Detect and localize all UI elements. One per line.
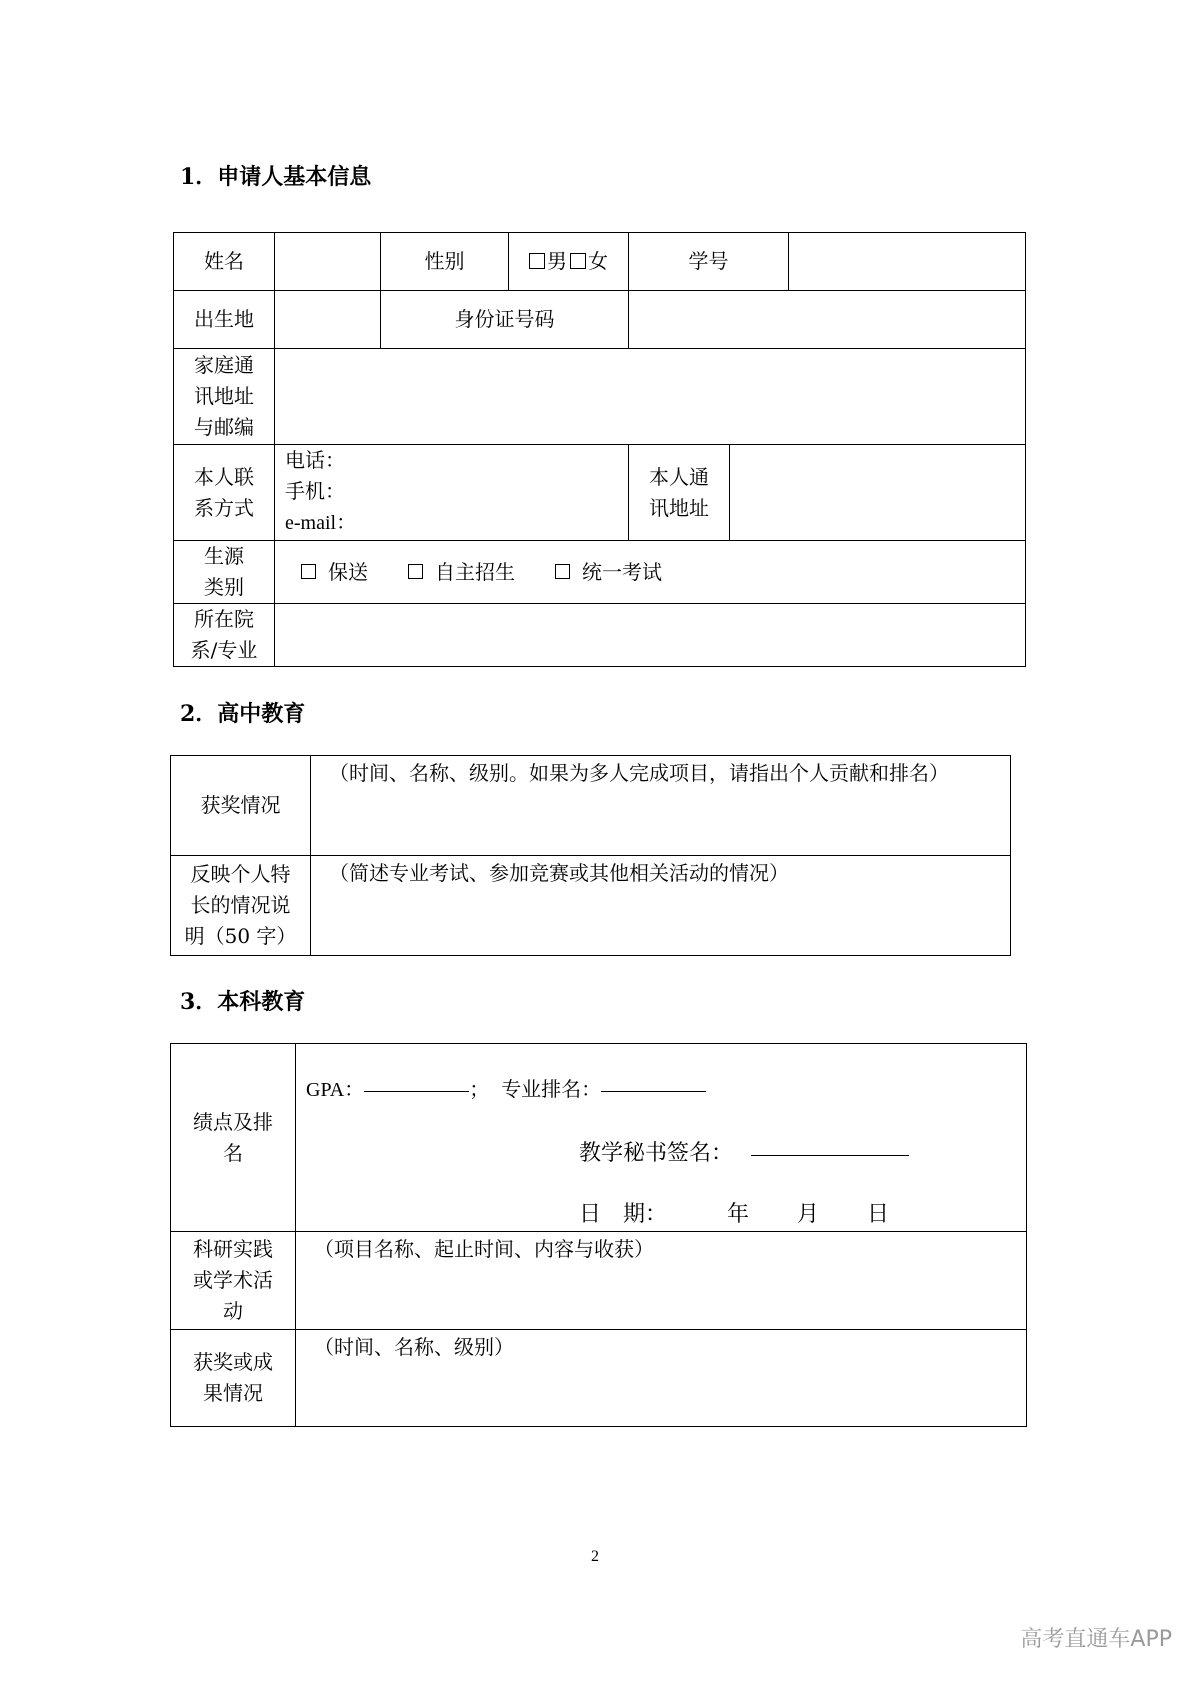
section-title-undergrad: 3．本科教育 [180,989,306,1015]
gpa-separator: ； [469,1077,490,1101]
source-tongyi-label: 统一考试 [582,559,662,584]
mail-address-label: 本人通 讯地址 [629,445,730,540]
source-options [275,541,1026,604]
name-label: 姓名 [174,233,275,291]
gpa-rank-cell [296,1044,1027,1232]
gpa-input[interactable] [364,1091,469,1092]
secretary-sign-label: 教学秘书签名： [579,1141,734,1166]
phone-label: 电话： [285,450,345,472]
home-address-input-cell[interactable] [275,349,1026,445]
rank-label: 专业排名： [501,1077,602,1101]
research-label: 科研实践 或学术活 动 [171,1232,296,1330]
female-label: 女 [588,249,608,273]
gender-label: 性别 [381,233,509,291]
hs-awards-cell[interactable] [311,756,1011,856]
id-number-label: 身份证号码 [381,291,629,349]
research-hint: （项目名称、起止时间、内容与收获） [314,1237,654,1261]
source-zizhu-checkbox[interactable] [408,564,423,579]
source-baosong-checkbox[interactable] [301,564,316,579]
email-label: e-mail： [285,512,357,534]
female-checkbox[interactable] [570,253,586,269]
birthplace-label: 出生地 [174,291,275,349]
achievements-label: 获奖或成 果情况 [171,1330,296,1427]
student-id-input-cell[interactable] [789,233,1026,291]
mail-address-block [629,445,1026,541]
gpa-rank-label: 绩点及排 名 [171,1044,296,1232]
hs-talent-cell[interactable] [311,856,1011,956]
contact-fields[interactable] [275,445,629,541]
student-id-label: 学号 [629,233,789,291]
gpa-label: GPA： [306,1079,365,1101]
page-number: 2 [591,1548,599,1565]
secretary-sign-input[interactable] [751,1155,909,1156]
date-month: 月 [797,1202,820,1227]
basic-info-table [173,232,1026,667]
source-tongyi-checkbox[interactable] [555,564,570,579]
contact-label: 本人联 系方式 [174,445,275,541]
gender-options [509,233,629,291]
hs-awards-hint: （时间、名称、级别。如果为多人完成项目，请指出个人贡献和排名） [329,761,949,785]
date-day: 日 [867,1202,890,1227]
achievements-hint: （时间、名称、级别） [314,1335,514,1359]
hs-awards-label: 获奖情况 [171,756,311,856]
name-input-cell[interactable] [275,233,381,291]
male-label: 男 [547,249,567,273]
birthplace-input-cell[interactable] [275,291,381,349]
high-school-table [170,755,1011,956]
date-year: 年 [727,1202,750,1227]
achievements-cell[interactable] [296,1330,1027,1427]
id-number-input-cell[interactable] [629,291,1026,349]
date-label: 日 期： [579,1202,668,1227]
research-cell[interactable] [296,1232,1027,1330]
source-zizhu-label: 自主招生 [435,559,515,584]
hs-talent-hint: （简述专业考试、参加竞赛或其他相关活动的情况） [329,861,789,885]
section-title-high-school: 2．高中教育 [180,701,306,727]
department-label: 所在院 系/专业 [174,604,275,667]
section-title-basic-info: 1．申请人基本信息 [180,164,372,190]
undergrad-table [170,1043,1027,1427]
source-baosong-label: 保送 [328,559,368,584]
rank-input[interactable] [601,1091,706,1092]
mobile-label: 手机： [285,481,345,503]
department-input-cell[interactable] [275,604,1026,667]
male-checkbox[interactable] [529,253,545,269]
mail-address-input-cell[interactable] [730,445,1026,540]
home-address-label: 家庭通 讯地址 与邮编 [174,349,275,445]
watermark: 高考直通车APP [1020,1627,1172,1652]
source-label: 生源 类别 [174,541,275,604]
hs-talent-label: 反映个人特 长的情况说 明（50 字） [171,856,311,956]
